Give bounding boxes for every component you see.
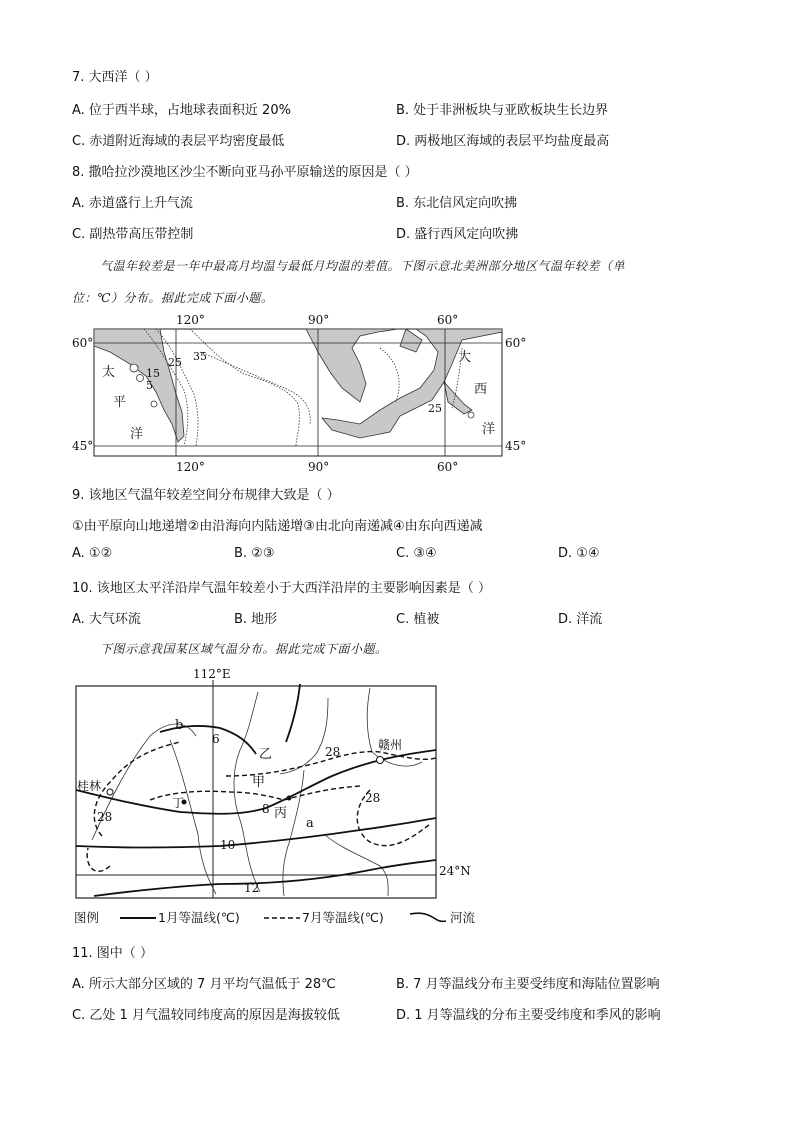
map2-isotherm-jan-10: 10 — [220, 838, 236, 852]
q10-option-a[interactable]: A. 大气环流 — [72, 612, 141, 627]
map2-point-a: a — [306, 816, 314, 831]
regional-temperature-map — [70, 680, 450, 905]
legend-jan-label: 1月等温线(℃) — [158, 910, 240, 925]
q9-option-c[interactable]: C. ③④ — [396, 546, 437, 561]
q9-option-b[interactable]: B. ②③ — [234, 546, 275, 561]
map1-lat-60-left: 60° — [72, 336, 94, 350]
legend-jul-label: 7月等温线(℃) — [302, 910, 384, 925]
map1-atlantic-char-3: 洋 — [482, 422, 496, 437]
map1-pacific-char-2: 平 — [113, 395, 127, 410]
map2-isotherm-jul-28-north: 28 — [325, 745, 341, 759]
legend-jul-line-icon — [262, 913, 302, 923]
map1-lat-45-right: 45° — [505, 439, 527, 453]
map2-isotherm-jan-6: 6 — [212, 732, 220, 746]
q11-option-b[interactable]: B. 7 月等温线分布主要受纬度和海陆位置影响 — [396, 977, 660, 992]
q7-stem: 7. 大西洋（ ） — [72, 70, 158, 85]
q10-option-c[interactable]: C. 植被 — [396, 612, 440, 627]
q7-option-a[interactable]: A. 位于西半球，占地球表面积近 20% — [72, 103, 291, 118]
map1-lon-60-bottom: 60° — [437, 460, 459, 474]
legend-title: 图例 — [74, 910, 100, 925]
q8-stem: 8. 撒哈拉沙漠地区沙尘不断向亚马孙平原输送的原因是（ ） — [72, 165, 418, 180]
map1-isoline-35: 35 — [193, 350, 207, 363]
map1-lat-45-left: 45° — [72, 439, 94, 453]
q11-option-a[interactable]: A. 所示大部分区域的 7 月平均气温低于 28℃ — [72, 977, 336, 992]
legend-river-icon — [408, 910, 448, 924]
q8-option-a[interactable]: A. 赤道盛行上升气流 — [72, 196, 193, 211]
map1-lon-90-bottom: 90° — [308, 460, 330, 474]
map1-isoline-15: 15 — [146, 367, 160, 380]
q10-option-d[interactable]: D. 洋流 — [558, 612, 603, 627]
map1-lon-90-top: 90° — [308, 313, 330, 327]
q8-option-d[interactable]: D. 盛行西风定向吹拂 — [396, 227, 519, 242]
map2-point-jia: 甲 — [252, 775, 266, 790]
map2-point-ding: 丁 — [172, 796, 185, 810]
q11-option-d[interactable]: D. 1 月等温线的分布主要受纬度和季风的影响 — [396, 1008, 661, 1023]
q11-stem: 11. 图中（ ） — [72, 946, 153, 961]
map2-lon-112e: 112°E — [193, 667, 231, 681]
map1-lon-60-top: 60° — [437, 313, 459, 327]
map1-pacific-char-1: 太 — [102, 365, 116, 380]
q9-option-d[interactable]: D. ①④ — [558, 546, 600, 561]
intro1-line1: 气温年较差是一年中最高月均温与最低月均温的差值。下图示意北美洲部分地区气温年较差（单 — [100, 259, 626, 273]
map2-lat-24n: 24°N — [439, 864, 471, 878]
map2-point-b: b — [175, 718, 184, 733]
q10-option-b[interactable]: B. 地形 — [234, 612, 278, 627]
q9-options-line: ①由平原向山地递增②由沿海向内陆递增③由北向南递减④由东向西递减 — [72, 519, 483, 534]
map2-point-bing: 丙 — [274, 806, 288, 821]
map1-lon-120-top: 120° — [176, 313, 205, 327]
q8-option-c[interactable]: C. 副热带高压带控制 — [72, 227, 194, 242]
map1-atlantic-char-1: 大 — [458, 350, 472, 365]
map1-isoline-25-east: 25 — [428, 402, 442, 415]
q11-option-c[interactable]: C. 乙处 1 月气温较同纬度高的原因是海拔较低 — [72, 1008, 340, 1023]
legend-jan-line-icon — [118, 913, 158, 923]
map1-isoline-5: 5 — [146, 379, 153, 392]
map1-isoline-25-west: 25 — [168, 356, 182, 369]
map2-city-guilin: 桂林 — [77, 779, 102, 793]
q9-stem: 9. 该地区气温年较差空间分布规律大致是（ ） — [72, 488, 340, 503]
q9-option-a[interactable]: A. ①② — [72, 546, 113, 561]
q7-option-b[interactable]: B. 处于非洲板块与亚欧板块生长边界 — [396, 103, 609, 118]
q7-option-c[interactable]: C. 赤道附近海域的表层平均密度最低 — [72, 134, 285, 149]
q10-stem: 10. 该地区太平洋沿岸气温年较差小于大西洋沿岸的主要影响因素是（ ） — [72, 581, 491, 596]
legend-river-label: 河流 — [450, 910, 476, 925]
q8-option-b[interactable]: B. 东北信风定向吹拂 — [396, 196, 518, 211]
intro2-text: 下图示意我国某区域气温分布。据此完成下面小题。 — [100, 642, 388, 656]
map2-isotherm-jul-28-east: 28 — [365, 791, 381, 805]
map1-atlantic-char-2: 西 — [474, 382, 488, 397]
map2-isotherm-jul-28-west: 28 — [97, 810, 113, 824]
intro1-line2: 位：℃）分布。据此完成下面小题。 — [72, 291, 274, 305]
map1-lat-60-right: 60° — [505, 336, 527, 350]
map2-city-ganzhou: 赣州 — [378, 738, 403, 752]
q7-option-d[interactable]: D. 两极地区海域的表层平均盐度最高 — [396, 134, 610, 149]
map1-lon-120-bottom: 120° — [176, 460, 205, 474]
map2-isotherm-jan-12: 12 — [244, 881, 260, 895]
map1-pacific-char-3: 洋 — [130, 427, 144, 442]
map2-isotherm-jan-8: 8 — [262, 802, 270, 816]
map2-point-yi: 乙 — [259, 747, 273, 762]
